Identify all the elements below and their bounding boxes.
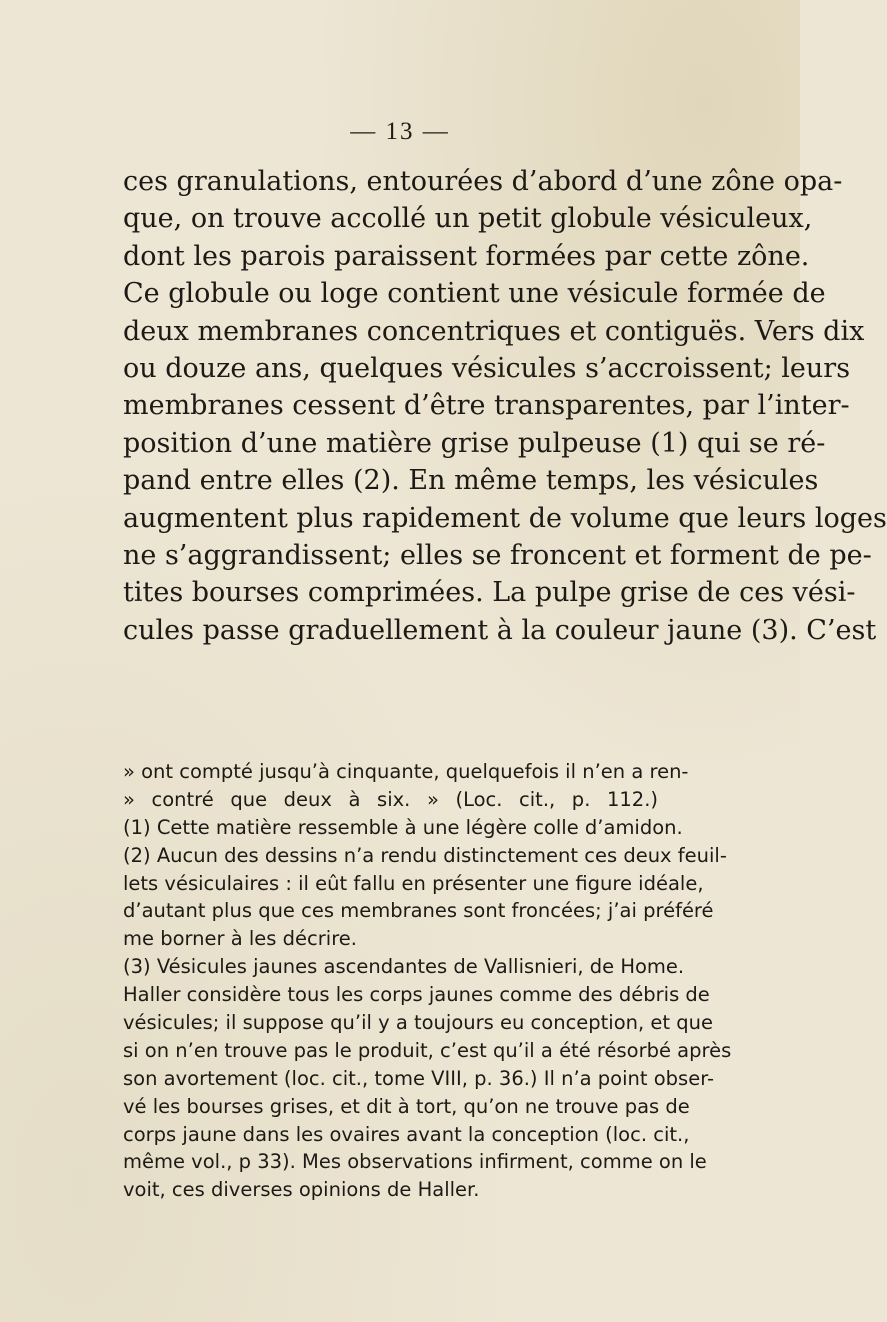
footnote-line: voit, ces diverses opinions de Haller.: [123, 1178, 480, 1202]
text-line: ces granulations, entourées d’abord d’une zône opa-: [123, 166, 843, 197]
footnote-line: me borner à les décrire.: [123, 927, 357, 951]
text-line: cules passe graduellement à la couleur jaune (3). C’est: [123, 614, 877, 646]
footnote-line: même vol., p 33). Mes observations infirment, comme on le: [123, 1150, 707, 1174]
footnote-line: » ont compté jusqu’à cinquante, quelquefois il n’en a ren-: [123, 760, 689, 783]
footnote-line: » contré que deux à six. » (Loc. cit., p. 112.): [123, 787, 658, 811]
text-line: Ce globule ou loge contient une vésicule formée de: [123, 278, 826, 310]
text-line: deux membranes concentriques et contiguës. Vers dix: [123, 315, 865, 347]
page-number: — 13 —: [350, 118, 450, 145]
main-text: [123, 163, 887, 649]
text-line: dont les parois paraissent formées par cette zône.: [123, 240, 810, 272]
footnote-2: (2) Aucun des dessins n’a rendu distinctement ces deux feuil-: [123, 843, 727, 867]
text-line: ne s’aggrandissent; elles se froncent et forment de pe-: [123, 539, 872, 571]
footnote-line: lets vésiculaires : il eût fallu en présenter une figure idéale,: [123, 871, 704, 895]
footnote-3: (3) Vésicules jaunes ascendantes de Vallisnieri, de Home.: [123, 955, 685, 979]
text-line: augmentent plus rapidement de volume que leurs loges: [123, 502, 887, 534]
footnotes: [123, 758, 732, 1204]
footnote-line: vé les bourses grises, et dit à tort, qu’on ne trouve pas de: [123, 1094, 690, 1118]
text-line: membranes cessent d’être transparentes, par l’inter-: [123, 390, 850, 422]
footnote-line: son avortement (loc. cit., tome VIII, p. 36.) Il n’a point obser-: [123, 1066, 714, 1090]
text-line: que, on trouve accollé un petit globule vésiculeux,: [123, 203, 813, 235]
text-line: ou douze ans, quelques vésicules s’accroissent; leurs: [123, 352, 851, 384]
text-line: pand entre elles (2). En même temps, les vésicules: [123, 465, 819, 497]
text-line: tites bourses comprimées. La pulpe grise de ces vési-: [123, 577, 856, 609]
footnote-line: Haller considère tous les corps jaunes comme des débris de: [123, 983, 710, 1007]
text-line: position d’une matière grise pulpeuse (1) qui se ré-: [123, 427, 826, 459]
footnote-line: d’autant plus que ces membranes sont froncées; j’ai préféré: [123, 899, 714, 923]
footnote-line: si on n’en trouve pas le produit, c’est qu’il a été résorbé après: [123, 1038, 732, 1062]
footnote-line: vésicules; il suppose qu’il y a toujours eu conception, et que: [123, 1011, 713, 1035]
footnote-line: corps jaune dans les ovaires avant la conception (loc. cit.,: [123, 1122, 690, 1146]
footnote-1: (1) Cette matière ressemble à une légère colle d’amidon.: [123, 815, 683, 839]
